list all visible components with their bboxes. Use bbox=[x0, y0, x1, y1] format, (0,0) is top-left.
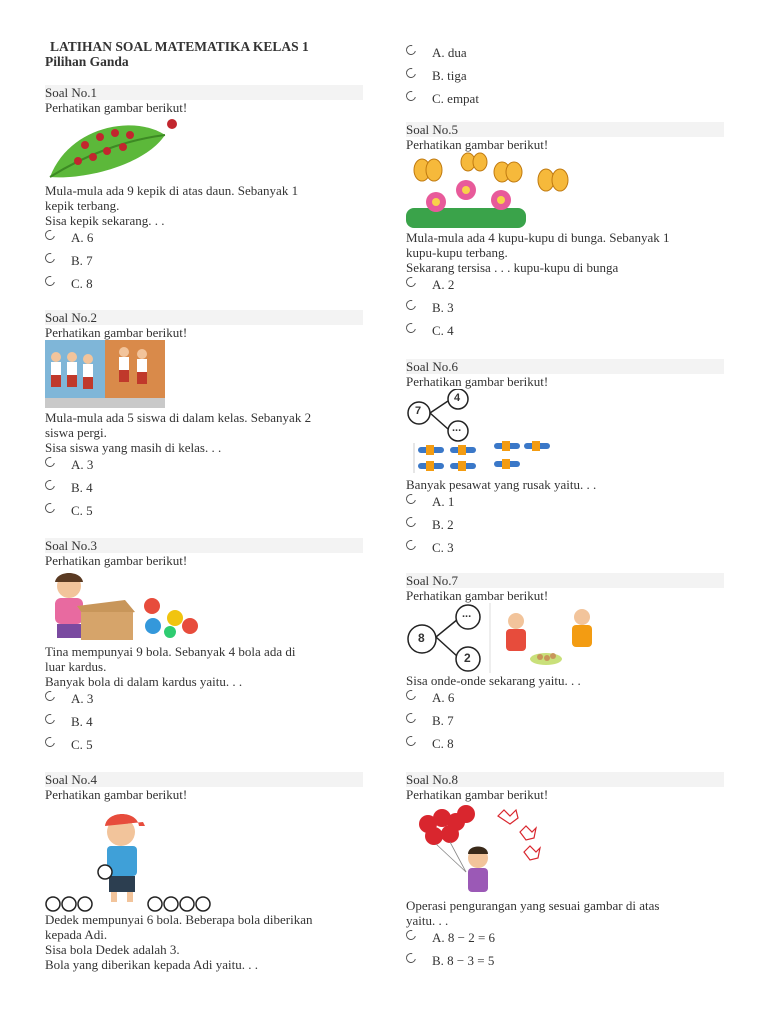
radio-icon[interactable] bbox=[43, 478, 57, 492]
radio-icon[interactable] bbox=[404, 66, 418, 80]
question-heading: Soal No.7 bbox=[406, 573, 724, 588]
bond-whole-value: 8 bbox=[418, 631, 425, 645]
question-4 bbox=[45, 772, 363, 972]
answer-option[interactable]: C. 5 bbox=[45, 501, 363, 524]
question-prompt: Perhatikan gambar berikut! bbox=[45, 100, 188, 115]
radio-icon[interactable] bbox=[43, 735, 57, 749]
number-bond-airplanes bbox=[406, 389, 724, 477]
question-text: yaitu. . . bbox=[406, 913, 449, 928]
question-text: Sisa siswa yang masih di kelas. . . bbox=[45, 440, 222, 455]
radio-icon[interactable] bbox=[404, 951, 418, 965]
question-text: Banyak bola di dalam kardus yaitu. . . bbox=[45, 674, 243, 689]
question-prompt: Perhatikan gambar berikut! bbox=[45, 553, 188, 568]
question-heading: Soal No.1 bbox=[45, 85, 363, 100]
page-title: LATIHAN SOAL MATEMATIKA KELAS 1 bbox=[50, 39, 309, 54]
answer-option[interactable]: A. 6 bbox=[45, 228, 363, 251]
answer-option[interactable]: B. 4 bbox=[45, 712, 363, 735]
question-heading: Soal No.6 bbox=[406, 359, 724, 374]
radio-icon[interactable] bbox=[43, 455, 57, 469]
question-heading: Soal No.4 bbox=[45, 772, 363, 787]
question-prompt: Perhatikan gambar berikut! bbox=[45, 787, 188, 802]
question-prompt: Perhatikan gambar berikut! bbox=[406, 787, 549, 802]
answer-option[interactable]: C. 8 bbox=[45, 274, 363, 297]
question-text: siswa pergi. bbox=[45, 425, 107, 440]
question-text: Banyak pesawat yang rusak yaitu. . . bbox=[406, 477, 597, 492]
radio-icon[interactable] bbox=[43, 689, 57, 703]
radio-icon[interactable] bbox=[404, 89, 418, 103]
question-text: Operasi pengurangan yang sesuai gambar di atas bbox=[406, 898, 660, 913]
question-4-options bbox=[406, 43, 724, 112]
question-heading: Soal No.8 bbox=[406, 772, 724, 787]
answer-option[interactable]: B. 3 bbox=[406, 298, 724, 321]
answer-option[interactable]: A. dua bbox=[406, 43, 724, 66]
question-text: Mula-mula ada 5 siswa di dalam kelas. Sebanyak 2 bbox=[45, 410, 312, 425]
radio-icon[interactable] bbox=[43, 274, 57, 288]
question-text: Dedek mempunyai 6 bola. Beberapa bola diberikan bbox=[45, 912, 313, 927]
number-bond-onde-onde bbox=[406, 603, 724, 673]
question-1 bbox=[45, 85, 363, 297]
answer-option[interactable]: C. 5 bbox=[45, 735, 363, 758]
radio-icon[interactable] bbox=[404, 43, 418, 57]
answer-option[interactable]: A. 6 bbox=[406, 688, 724, 711]
question-prompt: Perhatikan gambar berikut! bbox=[406, 588, 549, 603]
question-text: Tina mempunyai 9 bola. Sebanyak 4 bola ada di bbox=[45, 644, 296, 659]
students-classroom-image bbox=[45, 340, 363, 410]
question-text: Sisa kepik sekarang. . . bbox=[45, 213, 165, 228]
question-heading: Soal No.5 bbox=[406, 122, 724, 137]
question-5 bbox=[406, 122, 724, 344]
question-6 bbox=[406, 359, 724, 561]
question-text: kepik terbang. bbox=[45, 198, 120, 213]
radio-icon[interactable] bbox=[43, 501, 57, 515]
answer-option[interactable]: B. tiga bbox=[406, 66, 724, 89]
answer-option[interactable]: A. 3 bbox=[45, 689, 363, 712]
question-prompt: Perhatikan gambar berikut! bbox=[406, 374, 549, 389]
question-text: Bola yang diberikan kepada Adi yaitu. . . bbox=[45, 957, 259, 972]
question-3 bbox=[45, 538, 363, 758]
question-text: Mula-mula ada 9 kepik di atas daun. Sebanyak 1 bbox=[45, 183, 299, 198]
bond-unknown-value: ... bbox=[462, 608, 472, 620]
question-text: kepada Adi. bbox=[45, 927, 108, 942]
question-text: Sisa bola Dedek adalah 3. bbox=[45, 942, 180, 957]
answer-option[interactable]: C. 4 bbox=[406, 321, 724, 344]
answer-option[interactable]: A. 2 bbox=[406, 275, 724, 298]
bond-part-value: 2 bbox=[464, 651, 471, 665]
question-heading: Soal No.2 bbox=[45, 310, 363, 325]
answer-option[interactable]: C. empat bbox=[406, 89, 724, 112]
boy-soccer-balls-image bbox=[45, 802, 363, 912]
bond-unknown-value: ... bbox=[452, 422, 462, 434]
answer-option[interactable]: B. 8 − 3 = 5 bbox=[406, 951, 724, 974]
radio-icon[interactable] bbox=[404, 515, 418, 529]
radio-icon[interactable] bbox=[404, 734, 418, 748]
question-2 bbox=[45, 310, 363, 524]
question-text: Mula-mula ada 4 kupu-kupu di bunga. Sebanyak 1 bbox=[406, 230, 670, 245]
question-text: Sisa onde-onde sekarang yaitu. . . bbox=[406, 673, 581, 688]
bond-whole-value: 7 bbox=[415, 405, 422, 417]
radio-icon[interactable] bbox=[43, 228, 57, 242]
question-prompt: Perhatikan gambar berikut! bbox=[406, 137, 549, 152]
question-8 bbox=[406, 772, 724, 974]
question-text: luar kardus. bbox=[45, 659, 107, 674]
radio-icon[interactable] bbox=[404, 492, 418, 506]
radio-icon[interactable] bbox=[404, 298, 418, 312]
answer-option[interactable]: B. 7 bbox=[45, 251, 363, 274]
answer-option[interactable]: B. 2 bbox=[406, 515, 724, 538]
answer-option[interactable]: B. 4 bbox=[45, 478, 363, 501]
radio-icon[interactable] bbox=[404, 928, 418, 942]
question-7 bbox=[406, 573, 724, 757]
answer-option[interactable]: C. 3 bbox=[406, 538, 724, 561]
butterflies-flowers-image bbox=[406, 152, 724, 230]
answer-option[interactable]: B. 7 bbox=[406, 711, 724, 734]
radio-icon[interactable] bbox=[404, 711, 418, 725]
answer-option[interactable]: C. 8 bbox=[406, 734, 724, 757]
answer-option[interactable]: A. 3 bbox=[45, 455, 363, 478]
bond-part-value: 4 bbox=[454, 392, 461, 404]
girl-box-balls-image bbox=[45, 568, 363, 644]
question-text: Sekarang tersisa . . . kupu-kupu di bunga bbox=[406, 260, 619, 275]
question-text: kupu-kupu terbang. bbox=[406, 245, 508, 260]
radio-icon[interactable] bbox=[404, 275, 418, 289]
radio-icon[interactable] bbox=[43, 712, 57, 726]
question-prompt: Perhatikan gambar berikut! bbox=[45, 325, 188, 340]
answer-option[interactable]: A. 1 bbox=[406, 492, 724, 515]
ladybug-leaf-image bbox=[45, 115, 363, 183]
radio-icon[interactable] bbox=[404, 321, 418, 335]
answer-option[interactable]: A. 8 − 2 = 6 bbox=[406, 928, 724, 951]
radio-icon[interactable] bbox=[404, 538, 418, 552]
radio-icon[interactable] bbox=[43, 251, 57, 265]
question-heading: Soal No.3 bbox=[45, 538, 363, 553]
balloons-girl-image bbox=[406, 802, 724, 898]
page-subtitle: Pilihan Ganda bbox=[45, 54, 129, 69]
radio-icon[interactable] bbox=[404, 688, 418, 702]
